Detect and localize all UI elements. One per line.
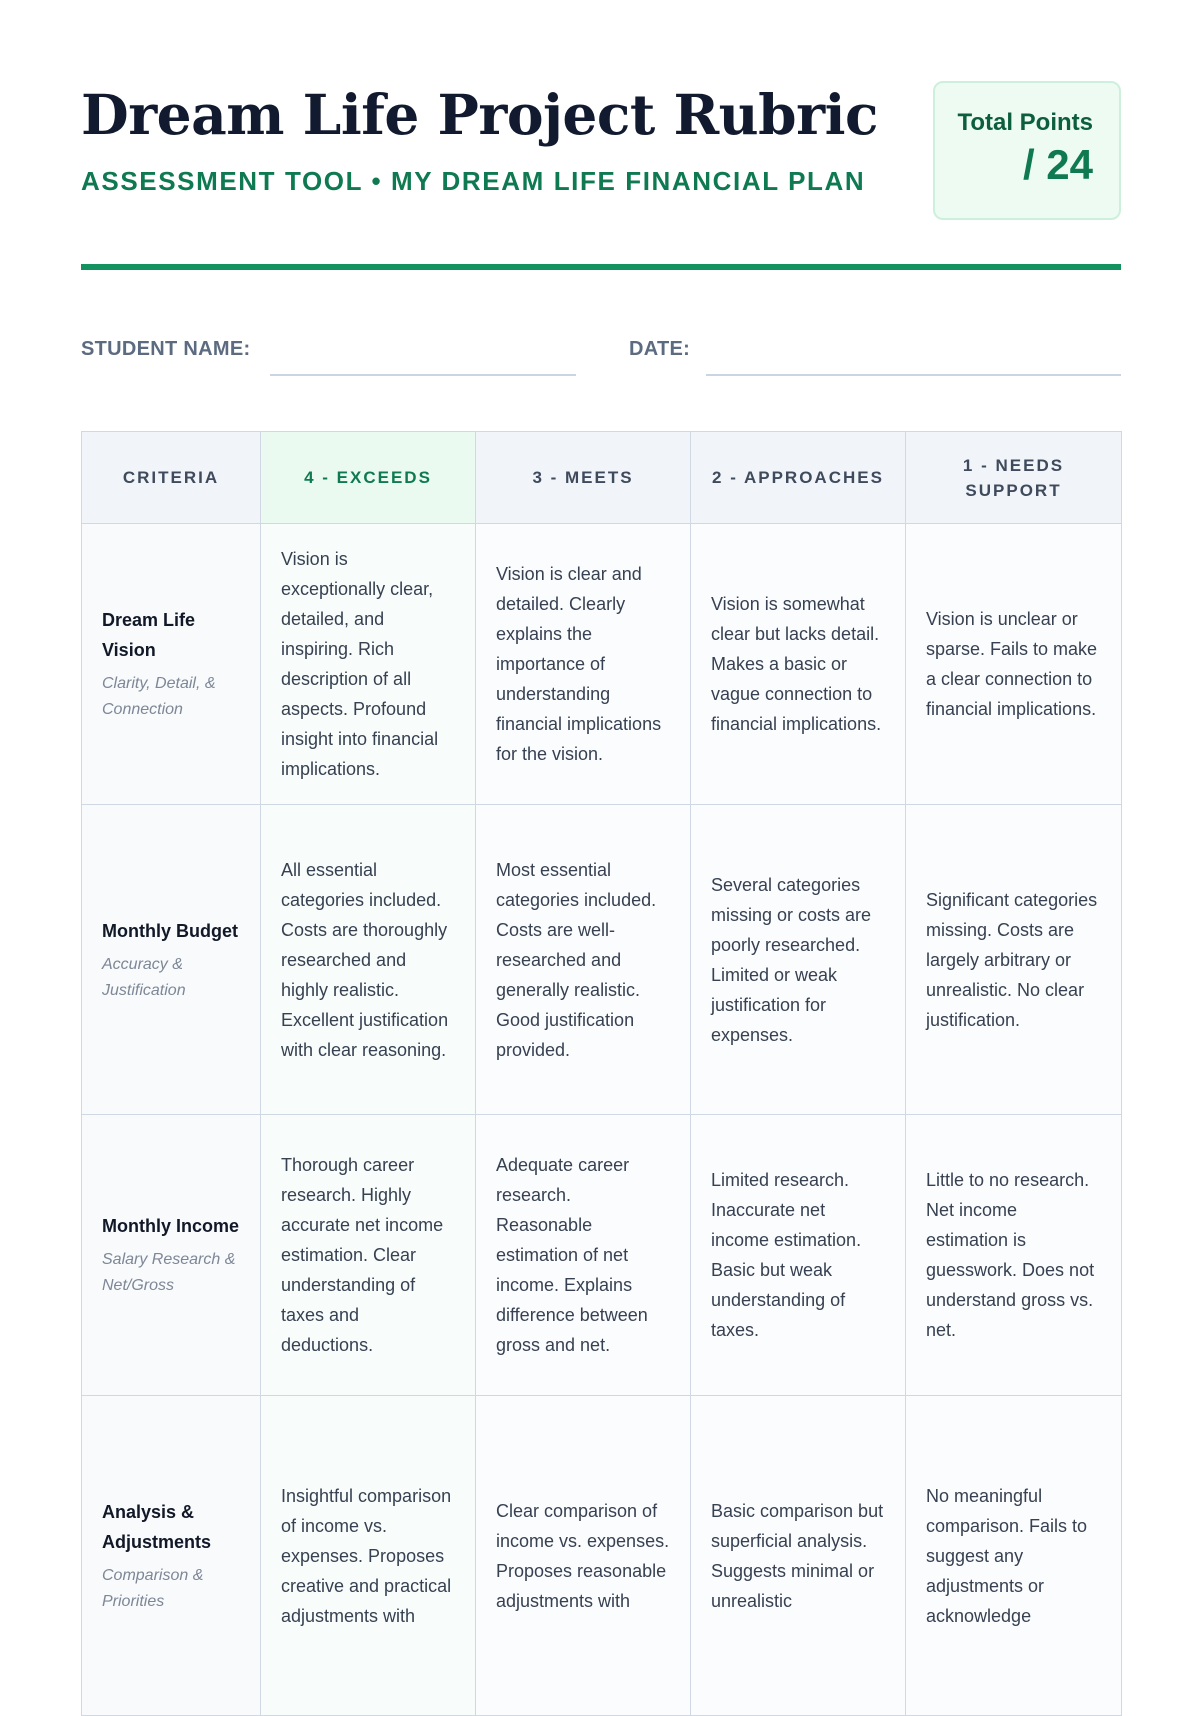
criteria-cell [82, 1396, 261, 1716]
student-name-label: STUDENT NAME: [81, 338, 251, 360]
student-name-field[interactable] [270, 374, 576, 376]
criteria-name: Monthly Budget [102, 920, 238, 941]
criteria-name: Dream Life Vision [102, 610, 196, 660]
header-meets: 3 - MEETS [476, 432, 691, 524]
exceeds-cell: All essential categories included. Costs are thoroughly researched and highly realistic. Excellent justification with clear reasoning. [261, 805, 476, 1115]
date-label: DATE: [629, 338, 691, 360]
approaches-cell: Limited research. Inaccurate net income estimation. Basic but weak understanding of taxes. [691, 1115, 906, 1396]
header-criteria: CRITERIA [82, 432, 261, 524]
table-row [82, 1396, 1122, 1716]
header [81, 78, 1121, 228]
table-row [82, 1115, 1122, 1396]
table-row [82, 524, 1122, 805]
table-header-row [82, 432, 1122, 524]
total-points-label: Total Points [957, 109, 1093, 136]
meets-cell: Clear comparison of income vs. expenses. Proposes reasonable adjustments with [476, 1396, 691, 1716]
table-row [82, 805, 1122, 1115]
criteria-subtitle: Accuracy & Justification [102, 955, 186, 999]
approaches-cell: Several categories missing or costs are poorly researched. Limited or weak justification for expenses. [691, 805, 906, 1115]
needs-support-cell: No meaningful comparison. Fails to suggest any adjustments or acknowledge [906, 1396, 1122, 1716]
criteria-name: Analysis & Adjustments [102, 1501, 212, 1552]
approaches-cell: Vision is somewhat clear but lacks detail. Makes a basic or vague connection to financial implications. [691, 524, 906, 805]
page-title: Dream Life Project Rubric [81, 82, 878, 147]
criteria-cell [82, 805, 261, 1115]
header-needs-support: 1 - NEEDS SUPPORT [906, 432, 1122, 524]
header-approaches: 2 - APPROACHES [691, 432, 906, 524]
criteria-subtitle: Comparison & Priorities [102, 1566, 204, 1610]
date-field[interactable] [706, 374, 1121, 376]
criteria-cell [82, 524, 261, 805]
meets-cell: Most essential categories included. Costs are well-researched and generally realistic. Good justification provided. [476, 805, 691, 1115]
criteria-subtitle: Salary Research & Net/Gross [102, 1251, 236, 1294]
page-subtitle: ASSESSMENT TOOL • MY DREAM LIFE FINANCIAL PLAN [81, 166, 866, 196]
needs-support-cell: Little to no research. Net income estimation is guesswork. Does not understand gross vs. net. [906, 1115, 1122, 1396]
total-points-value: / 24 [1022, 141, 1093, 188]
student-info-fields [81, 330, 1121, 380]
meets-cell: Adequate career research. Reasonable estimation of net income. Explains difference between gross and net. [476, 1115, 691, 1396]
total-points-box [933, 81, 1121, 220]
criteria-cell [82, 1115, 261, 1396]
header-exceeds: 4 - EXCEEDS [261, 432, 476, 524]
exceeds-cell: Thorough career research. Highly accurate net income estimation. Clear understanding of taxes and deductions. [261, 1115, 476, 1396]
header-divider [81, 264, 1121, 270]
approaches-cell: Basic comparison but superficial analysis. Suggests minimal or unrealistic [691, 1396, 906, 1716]
criteria-name: Monthly Income [102, 1216, 240, 1236]
criteria-subtitle: Clarity, Detail, & Connection [102, 675, 216, 718]
rubric-table [81, 431, 1122, 1716]
needs-support-cell: Significant categories missing. Costs are largely arbitrary or unrealistic. No clear justification. [906, 805, 1122, 1115]
meets-cell: Vision is clear and detailed. Clearly explains the importance of understanding financial implications for the vision. [476, 524, 691, 805]
exceeds-cell: Insightful comparison of income vs. expenses. Proposes creative and practical adjustments with [261, 1396, 476, 1716]
exceeds-cell: Vision is exceptionally clear, detailed, and inspiring. Rich description of all aspects. Profound insight into financial implications. [261, 524, 476, 805]
needs-support-cell: Vision is unclear or sparse. Fails to make a clear connection to financial implications. [906, 524, 1122, 805]
